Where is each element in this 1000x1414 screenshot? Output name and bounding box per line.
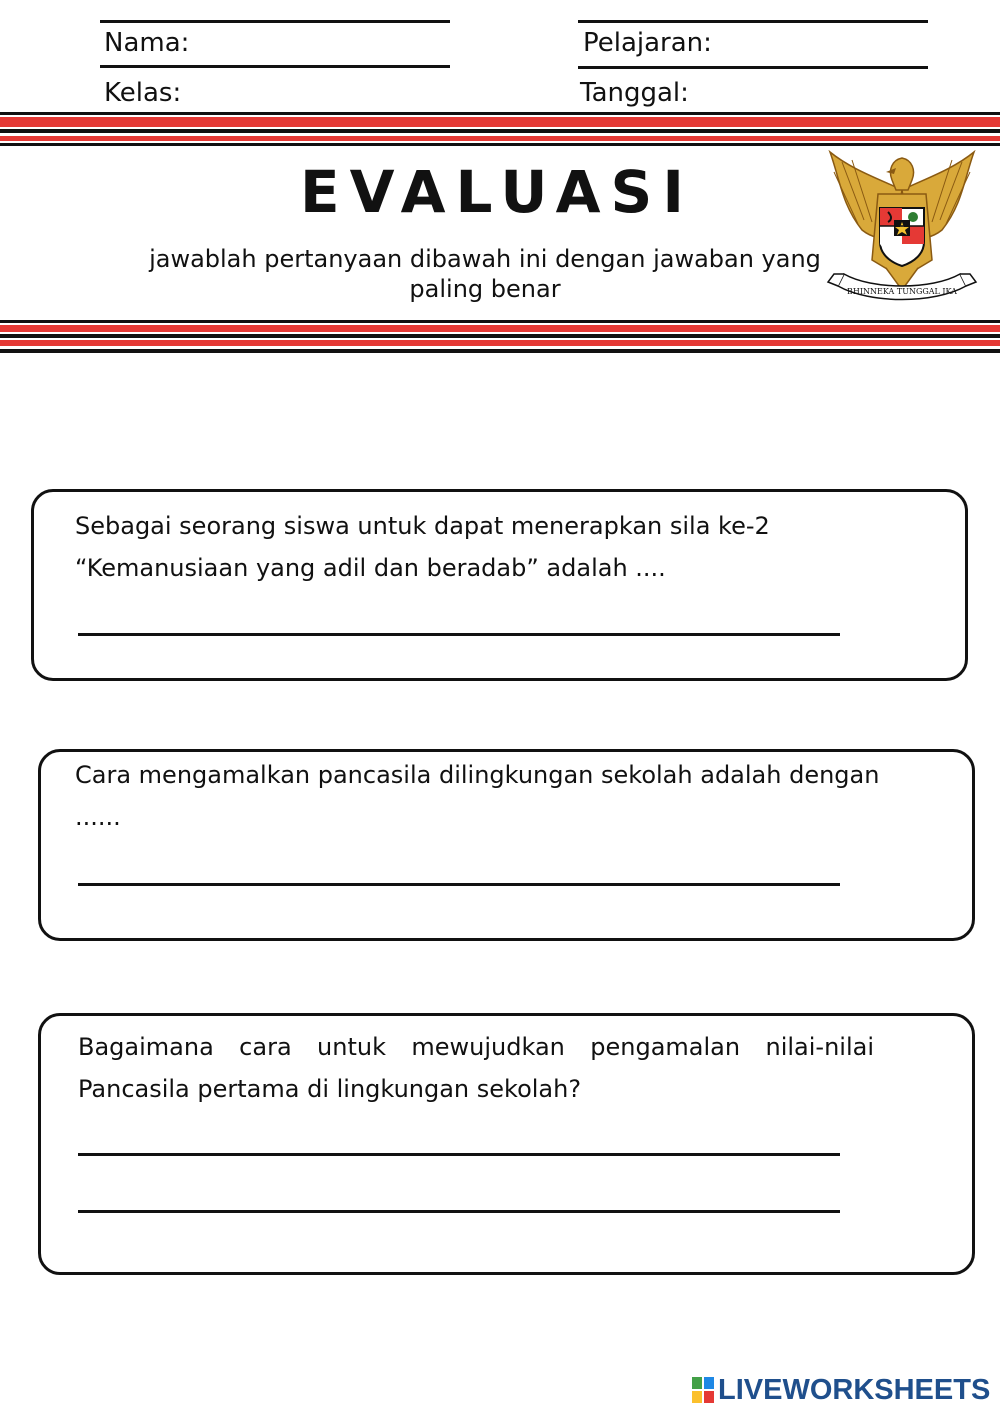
top-stripe-red-2 [0,136,1000,141]
liveworksheets-logo-icon [692,1377,714,1403]
bottom-stripe-red-2 [0,340,1000,346]
page-title: EVALUASI [300,158,694,226]
nama-top-line [100,20,450,23]
bottom-stripe-red [0,325,1000,332]
top-stripe-black-1 [0,112,1000,115]
question-text-2: Cara mengamalkan pancasila dilingkungan sekolah adalah dengan ...... [75,761,880,831]
question-text-1: Sebagai seorang siswa untuk dapat menerapkan sila ke-2 “Kemanusiaan yang adil dan beradab” adalah .... [75,512,770,582]
answer-line-3a[interactable] [78,1153,840,1156]
top-stripe-black-2 [0,129,1000,133]
liveworksheets-brand-text: LIVEWORKSHEETS [718,1373,991,1406]
emblem-motto: BHINNEKA TUNGGAL IKA [847,287,957,296]
answer-line-2[interactable] [78,883,840,886]
nama-input-line[interactable] [100,65,450,68]
bottom-stripe-black-3 [0,349,1000,353]
bottom-stripe-black-1 [0,320,1000,323]
pelajaran-input-line[interactable] [578,66,928,69]
instruction-text: jawablah pertanyaan dibawah ini dengan jawaban yang paling benar [149,245,821,303]
kelas-label: Kelas: [104,78,182,108]
pelajaran-top-line [578,20,928,23]
garuda-emblem-icon [822,150,982,312]
tanggal-label: Tanggal: [580,78,689,108]
pelajaran-label: Pelajaran: [583,28,712,58]
liveworksheets-logo[interactable] [692,1370,992,1410]
nama-label: Nama: [104,28,190,58]
question-text-3: Bagaimana cara untuk mewujudkan pengamalan nilai-nilai Pancasila pertama di lingkungan sekolah? [78,1033,874,1103]
answer-line-3b[interactable] [78,1210,840,1213]
top-stripe-red [0,117,1000,127]
top-stripe-black-3 [0,143,1000,146]
bottom-stripe-black-2 [0,334,1000,338]
answer-line-1[interactable] [78,633,840,636]
